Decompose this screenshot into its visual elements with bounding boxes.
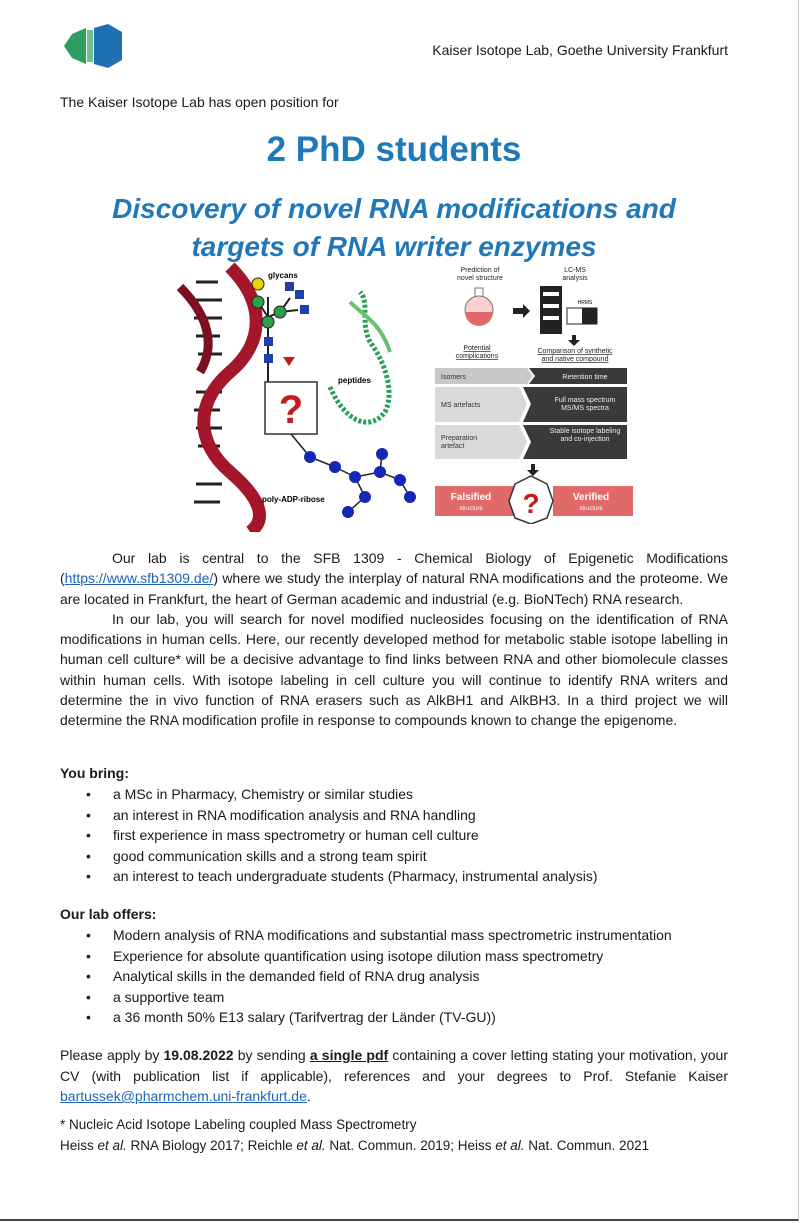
prediction-label-2: novel structure — [457, 275, 503, 282]
list-item: • a MSc in Pharmacy, Chemistry or similar studies — [60, 784, 598, 805]
peptides-label: peptides — [338, 376, 371, 385]
falsified-label: Falsified — [450, 492, 492, 503]
list-item: • Analytical skills in the demanded field of RNA drug analysis — [60, 966, 672, 987]
page-title: 2 PhD students — [266, 130, 522, 169]
subtitle-line-2: targets of RNA writer enzymes — [191, 231, 597, 262]
peptide-structure — [330, 292, 390, 422]
ref-3-etal: et al. — [495, 1137, 525, 1153]
deadline-date: 19.08.2022 — [163, 1047, 234, 1063]
comparison-table — [435, 368, 627, 459]
verified-label: Verified — [572, 492, 610, 503]
lab-name: Kaiser Isotope Lab, Goethe University Frankfurt — [432, 42, 728, 58]
isomers-label: Isomers — [441, 374, 466, 381]
prediction-label-1: Prediction of — [460, 267, 500, 274]
poly-adp-label: poly-ADP-ribose — [262, 495, 325, 504]
intro-text: The Kaiser Isotope Lab has open position for — [60, 94, 339, 110]
description — [60, 548, 728, 731]
paragraph-1 — [60, 548, 728, 609]
list-item: • good communication skills and a strong team spirit — [60, 846, 598, 867]
contact-b: by sending — [233, 1047, 310, 1063]
page-subtitle — [0, 190, 788, 266]
workflow-figure — [435, 262, 645, 524]
paragraph-1-b: ) where we study the interplay of natural RNA modifications and the proteome. We are located in Frankfurt, the heart of German academic and industrial (e.g. BioNTech) RNA research. — [60, 570, 728, 607]
paragraph-1-a: Our lab is central to the SFB 1309 - Chemical Biology of Epigenetic Modifications ( — [60, 550, 728, 587]
list-item: • a supportive team — [60, 987, 672, 1008]
arrow-right-icon — [513, 304, 530, 318]
lab-logo — [60, 22, 126, 70]
flask-icon — [465, 288, 493, 326]
list-item: • Modern analysis of RNA modifications and substantial mass spectrometric instrumentation — [60, 925, 672, 946]
stable-label-1: Stable isotope labeling — [549, 428, 621, 435]
contact-a: Please apply by — [60, 1047, 164, 1063]
application-info — [60, 1045, 728, 1107]
lcms-label-2: analysis — [562, 275, 588, 282]
stable-label-2: and co-injection — [560, 436, 610, 443]
result-bar — [435, 476, 633, 524]
preparation-label-2: artefact — [441, 443, 465, 450]
arrow-down-icon-2 — [527, 464, 539, 476]
lab-offers-title: Our lab offers: — [60, 906, 157, 922]
references — [60, 1136, 649, 1157]
glycans-label: glycans — [268, 271, 298, 280]
ref-1-etal: et al. — [97, 1137, 127, 1153]
list-item: • an interest in RNA modification analysis and RNA handling — [60, 805, 598, 826]
list-item: • first experience in mass spectrometry or human cell culture — [60, 825, 598, 846]
verified-sub-label: structure — [579, 506, 603, 512]
falsified-sub-label: structure — [459, 506, 483, 512]
list-item: • Experience for absolute quantification using isotope dilution mass spectrometry — [60, 946, 672, 967]
potential-label-1: Potential — [463, 345, 491, 352]
ref-1-b: RNA Biology 2017; Reichle — [126, 1137, 297, 1153]
result-question-mark: ? — [522, 488, 540, 519]
footnote-line-1: * Nucleic Acid Isotope Labeling coupled Mass Spectrometry — [60, 1117, 417, 1132]
list-item: • a 36 month 50% E13 salary (Tarifvertrag der Länder (TV-GU)) — [60, 1007, 672, 1028]
question-mark: ? — [278, 388, 304, 432]
rna-helix — [180, 267, 260, 532]
paragraph-2: In our lab, you will search for novel modified nucleosides focusing on the identification of RNA modifications in human cells. Here, our recently developed method for metabolic stable isotope labelling in human cell culture* will be a decisive advantage to find links between RNA and other biomolecule classes within human cells. With isotope labeling in cell culture you will continue to identify RNA writers and determine the in vivo function of RNA erasers such as AlkBH1 and AlkBH3. In a third project we will determine the RNA modification profile in response to compounds known to change the epigenome. — [60, 610, 728, 729]
rna-modification-figure — [170, 262, 430, 532]
single-pdf-text: a single pdf — [309, 1047, 389, 1063]
unknown-modification-box — [265, 382, 317, 434]
ref-2-b: Nat. Commun. 2019; Heiss — [325, 1137, 496, 1153]
ref-2-etal: et al. — [296, 1137, 326, 1153]
preparation-label-1: Preparation — [441, 435, 478, 442]
ms-artefacts-label: MS artefacts — [441, 402, 481, 409]
lcms-label-1: LC-MS — [564, 267, 586, 274]
contact-d: . — [306, 1088, 311, 1104]
retention-label: Retention time — [562, 374, 608, 381]
arrow-down-icon — [568, 335, 580, 346]
sfb-link[interactable]: https://www.sfb1309.de/ — [64, 570, 214, 587]
footnote — [60, 1115, 649, 1156]
list-item: • an interest to teach undergraduate students (Pharmacy, instrumental analysis) — [60, 866, 598, 887]
ref-3-b: Nat. Commun. 2021 — [524, 1137, 650, 1153]
subtitle-line-1: Discovery of novel RNA modifications and — [112, 193, 676, 224]
full-mass-label-2: MS/MS spectra — [561, 405, 609, 412]
comparison-label-2: and native compound — [541, 356, 609, 363]
comparison-label-1: Comparison of synthetic — [537, 348, 613, 355]
lab-offers-list — [60, 925, 672, 1028]
potential-label-2: complications — [455, 353, 499, 360]
hrms-label: HRMS — [577, 300, 593, 306]
you-bring-list — [60, 784, 598, 887]
contact-c: containing a cover letting stating your motivation, your CV (with publication list if applicable), references and your degrees to Prof. Stefanie Kaiser — [60, 1047, 728, 1084]
poly-adp-ribose-chain — [291, 434, 416, 518]
you-bring-title: You bring: — [60, 765, 129, 781]
ref-1-a: Heiss — [60, 1137, 98, 1153]
full-mass-label-1: Full mass spectrum — [554, 397, 616, 404]
email-link[interactable]: bartussek@pharmchem.uni-frankfurt.de — [60, 1088, 307, 1104]
lcms-icon — [540, 286, 597, 334]
